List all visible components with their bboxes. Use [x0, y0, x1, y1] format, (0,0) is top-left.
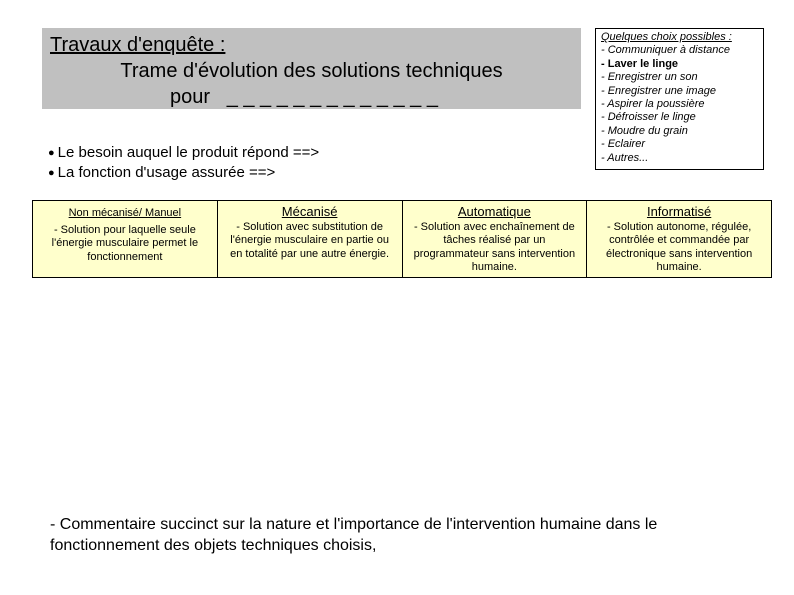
- title-subtitle: Trame d'évolution des solutions techniques: [120, 60, 503, 82]
- bullet-item: ● Le besoin auquel le produit répond ==>: [48, 144, 320, 161]
- column-text: - Solution avec substitution de l'énergie musculaire en partie ou en totalité par une autre énergie.: [230, 220, 390, 260]
- choice-item: - Eclairer: [601, 138, 646, 151]
- title-heading: Travaux d'enquête :: [50, 34, 226, 56]
- column-automatic: [403, 201, 588, 277]
- title-box: [42, 28, 581, 109]
- column-text: - Solution autonome, régulée, contrôlée et commandée par électronique sans intervention humaine.: [606, 220, 753, 273]
- choice-item: - Enregistrer une image: [601, 84, 716, 97]
- bullet-icon: ●: [48, 147, 55, 159]
- column-head: Automatique: [457, 204, 531, 219]
- solutions-table: [32, 200, 772, 278]
- choice-item: - Enregistrer un son: [601, 71, 698, 84]
- choices-header: Quelques choix possibles :: [601, 31, 732, 43]
- column-head: Mécanisé: [281, 204, 338, 219]
- bullet-list: [48, 143, 319, 183]
- choices-box: [595, 28, 764, 170]
- column-head: Informatisé: [646, 204, 712, 219]
- column-text: - Solution avec enchaînement de tâches réalisé par un programmateur sans intervention humaine.: [413, 220, 576, 273]
- column-head: Non mécanisé/ Manuel: [68, 207, 182, 219]
- column-text: - Solution pour laquelle seule l'énergie musculaire permet le fonctionnement: [51, 223, 199, 263]
- choice-item: - Autres...: [601, 151, 649, 164]
- comment-text: - Commentaire succinct sur la nature et l'importance de l'intervention humaine dans le fonctionnement des objets techniques choisis,: [50, 516, 658, 554]
- choice-item: - Communiquer à distance: [601, 44, 731, 57]
- choice-item: - Moudre du grain: [601, 124, 688, 137]
- column-mechanized: [218, 201, 403, 277]
- choice-item: - Laver le linge: [601, 57, 679, 70]
- choice-item: - Défroisser le linge: [601, 111, 696, 124]
- bullet-icon: ●: [48, 167, 55, 179]
- choice-item: - Aspirer la poussière: [601, 98, 705, 111]
- bullet-item: ● La fonction d'usage assurée ==>: [48, 164, 276, 181]
- column-computerized: [587, 201, 771, 277]
- column-manual: [33, 201, 218, 277]
- title-blank-line: pour _ _ _ _ _ _ _ _ _ _ _ _ _: [170, 86, 438, 108]
